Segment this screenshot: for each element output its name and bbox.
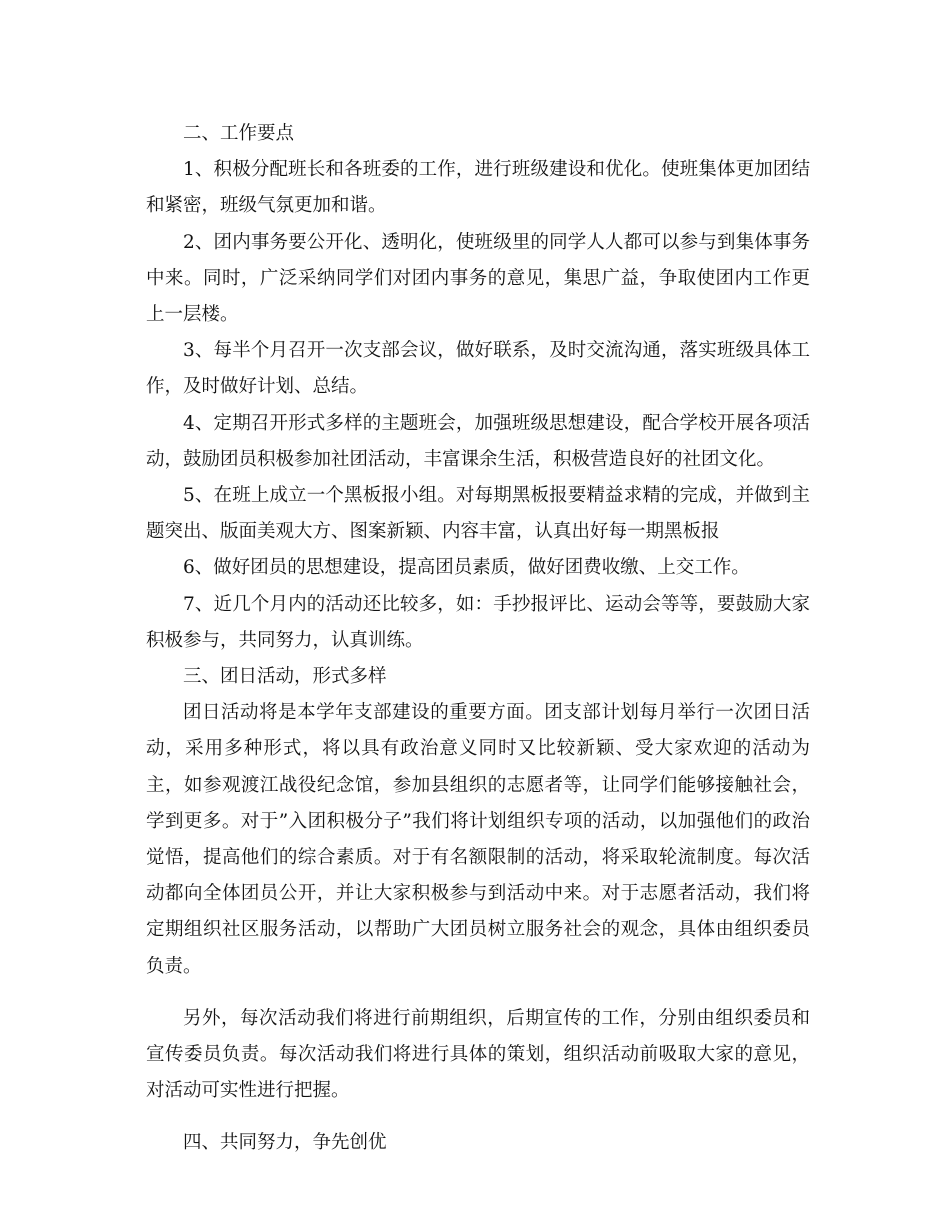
paragraph-item-7: 7、近几个月内的活动还比较多，如：手抄报评比、运动会等等，要鼓励大家积极参与，共同努力，认真训练。: [146, 593, 810, 651]
document-body: [146, 116, 810, 1162]
section-heading-work-points: 二、工作要点: [183, 123, 295, 144]
paragraph-item-3: 3、每半个月召开一次支部会议，做好联系，及时交流沟通，落实班级具体工作，及时做好计划、总结。: [146, 340, 810, 398]
section-heading-league-day: 三、团日活动，形式多样: [183, 666, 387, 688]
paragraph-item-1: 1、积极分配班长和各班委的工作，进行班级建设和优化。使班集体更加团结和紧密，班级气氛更加和谐。: [146, 159, 810, 217]
paragraph-item-2: 2、团内事务要公开化、透明化，使班级里的同学人人都可以参与到集体事务中来。同时，广泛采纳同学们对团内事务的意见，集思广益，争取使团内工作更上一层楼。: [146, 231, 810, 326]
paragraph-item-6: 6、做好团员的思想建设，提高团员素质，做好团费收缴、上交工作。: [183, 557, 750, 579]
paragraph-spacer: [146, 1109, 810, 1125]
section-heading-strive-together: 四、共同努力，争先创优: [183, 1132, 387, 1154]
paragraph-spacer: [146, 985, 810, 1001]
paragraph-item-4: 4、定期召开形式多样的主题班会，加强班级思想建设，配合学校开展各项活动，鼓励团员积极参加社团活动，丰富课余生活，积极营造良好的社团文化。: [146, 412, 810, 470]
paragraph-item-5: 5、在班上成立一个黑板报小组。对每期黑板报要精益求精的完成，并做到主题突出、版面美观大方、图案新颖、内容丰富，认真出好每一期黑板报: [146, 485, 810, 543]
paragraph-organization: 另外，每次活动我们将进行前期组织，后期宣传的工作，分别由组织委员和宣传委员负责。每次活动我们将进行具体的策划，组织活动前吸取大家的意见，对活动可实性进行把握。: [146, 1007, 810, 1102]
paragraph-league-day-activities: 团日活动将是本学年支部建设的重要方面。团支部计划每月举行一次团日活动，采用多种形式，将以具有政治意义同时又比较新颖、受大家欢迎的活动为主，如参观渡江战役纪念馆，参加县组织的志愿者等，让同学们能够接触社会，学到更多。对于”入团积极分子”我们将计划组织专项的活动，以加强他们的政治觉悟，提高他们的综合素质。对于有名额限制的活动，将采取轮流制度。每次活动都向全体团员公开，并让大家积极参与到活动中来。对于志愿者活动，我们将定期组织社区服务活动，以帮助广大团员树立服务社会的观念，具体由组织委员负责。: [146, 702, 810, 977]
